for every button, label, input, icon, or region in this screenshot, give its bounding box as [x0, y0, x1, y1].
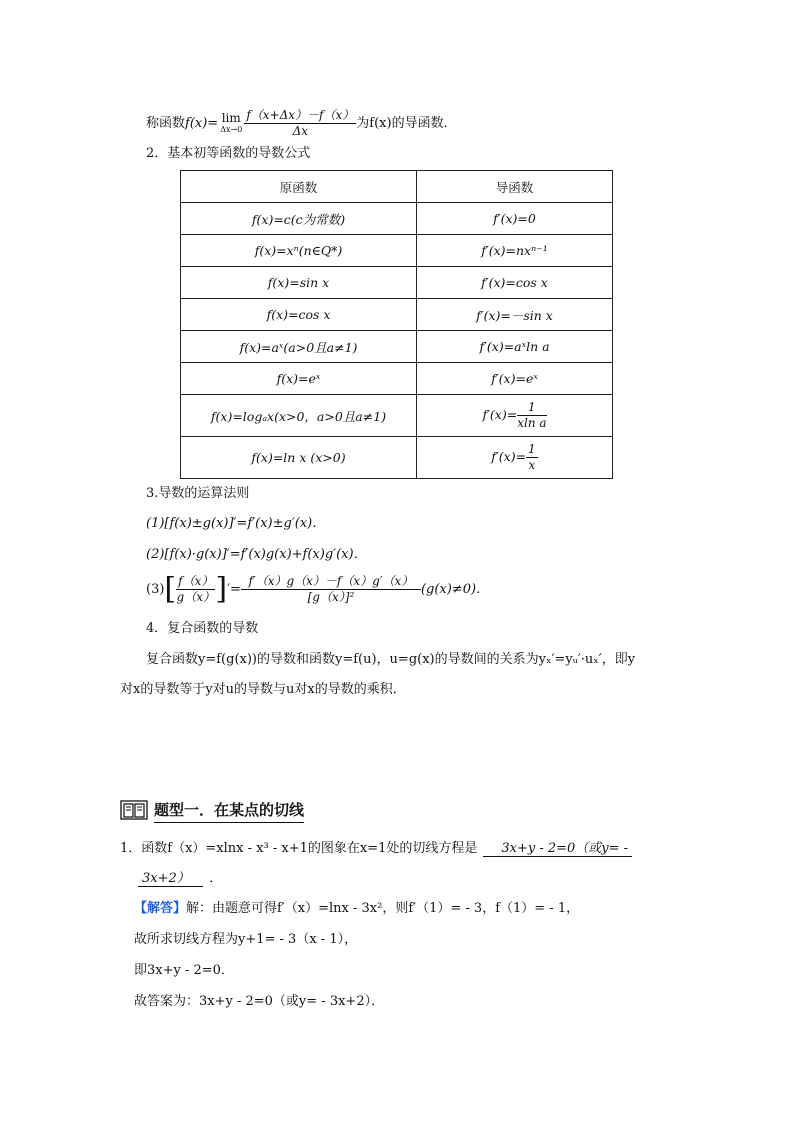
deriv-fraction	[526, 442, 538, 473]
table-row	[181, 331, 613, 363]
section-4-title: 4．复合函数的导数	[146, 621, 259, 636]
orig-cell: f(x)=c(c为常数)	[181, 203, 417, 235]
deriv-cell: f′(x)=0	[417, 203, 613, 235]
problem-end: ．	[209, 871, 223, 886]
inner-denominator: g（x）	[176, 590, 215, 604]
deriv-cell: f′(x)=aˣln a	[417, 331, 613, 363]
intro-suffix: 为f(x)的导函数．	[356, 116, 457, 131]
fraction-numerator: 1	[528, 442, 536, 456]
left-bracket: [	[164, 571, 177, 607]
deriv-fraction	[517, 400, 546, 431]
solution-line-1	[134, 900, 579, 918]
table-row	[181, 267, 613, 299]
table-row	[181, 437, 613, 479]
table-row	[181, 395, 613, 437]
limit-symbol	[220, 112, 242, 136]
deriv-cell	[417, 395, 613, 437]
answer-blank-line2: 3x+2）	[138, 871, 203, 887]
table-row	[181, 235, 613, 267]
deriv-prefix: f′(x)=	[491, 449, 527, 464]
deriv-cell: f′(x)=cos x	[417, 267, 613, 299]
composite-paragraph-line2: 对x的导数等于y对u的导数与u对x的导数的乘积．	[120, 682, 406, 697]
fraction-numerator: 1	[517, 400, 546, 416]
orig-cell: f(x)=ln x (x>0)	[181, 437, 417, 479]
right-bracket: ]	[215, 571, 228, 607]
derivative-formula-table	[180, 170, 613, 479]
fraction-denominator: x	[528, 458, 536, 472]
deriv-cell: f′(x)=eˣ	[417, 363, 613, 395]
composite-paragraph-line1: 复合函数y=f(g(x))的导数和函数y=f(u)，u=g(x)的导数间的关系为yₓ′=yᵤ′·uₓ′，即y	[146, 652, 636, 667]
quotient-fraction	[241, 574, 421, 605]
table-row	[181, 299, 613, 331]
problem-stem-text: 1．函数f（x）=xlnx - x³ - x+1的图象在x=1处的切线方程是	[120, 841, 478, 856]
derivative-definition	[146, 108, 457, 139]
fraction-denominator: xln a	[517, 416, 547, 430]
orig-cell: f(x)=xⁿ(n∈Q*)	[181, 235, 417, 267]
inner-fraction	[176, 574, 215, 605]
rule-product: (2)[f(x)·g(x)]′=f′(x)g(x)+f(x)g′(x)．	[146, 547, 367, 562]
deriv-prefix: f′(x)=	[482, 407, 518, 422]
answer-blank-line1: 3x+y - 2=0（或y= -	[483, 841, 632, 857]
section-3-title: 3.导数的运算法则	[146, 486, 250, 501]
intro-fx: f(x)=	[185, 116, 219, 131]
orig-cell: f(x)=logₐx(x>0，a>0且a≠1)	[181, 395, 417, 437]
topic-title: 题型一．在某点的切线	[154, 799, 304, 823]
intro-prefix: 称函数	[146, 116, 186, 131]
difference-quotient	[244, 108, 356, 139]
rule3-prime: ′=	[227, 582, 241, 597]
rule-quotient	[146, 571, 490, 607]
book-icon	[120, 799, 148, 821]
quotient-numerator: f（x+Δx）－f（x）	[244, 108, 356, 124]
table-header-row	[181, 171, 613, 203]
table-row	[181, 203, 613, 235]
lim-text: lim	[221, 110, 241, 125]
solution-text-1: 解：由题意可得f′（x）=lnx - 3x²，则f′（1）= - 3，f（1）= - 1，	[186, 901, 580, 916]
section-2-title: 2．基本初等函数的导数公式	[146, 146, 311, 161]
orig-cell: f(x)=sin x	[181, 267, 417, 299]
deriv-cell: f′(x)=－sin x	[417, 299, 613, 331]
problem-1-answer-cont	[138, 870, 222, 888]
rule3-suffix: (g(x)≠0)．	[420, 582, 490, 597]
orig-cell: f(x)=cos x	[181, 299, 417, 331]
rule-sum: (1)[f(x)±g(x)]′=f′(x)±g′(x)．	[146, 516, 326, 531]
problem-1-stem	[120, 840, 632, 858]
rule3-prefix: (3)	[146, 582, 165, 597]
quotient-rule-numerator: f′（x）g（x）－f（x）g′（x）	[241, 574, 421, 590]
deriv-cell	[417, 437, 613, 479]
solution-line-4: 故答案为：3x+y - 2=0（或y= - 3x+2）．	[134, 994, 385, 1009]
quotient-denominator: Δx	[292, 124, 309, 138]
orig-cell: f(x)=eˣ	[181, 363, 417, 395]
header-derivative: 导函数	[417, 171, 613, 203]
table-row	[181, 363, 613, 395]
solution-tag: 【解答】	[134, 901, 187, 916]
solution-line-2: 故所求切线方程为y+1= - 3（x - 1），	[134, 932, 358, 947]
solution-line-3: 即3x+y - 2=0．	[134, 963, 234, 978]
quotient-rule-denominator: [g（x）]²	[307, 590, 355, 604]
inner-numerator: f（x）	[178, 574, 214, 588]
orig-cell: f(x)=aˣ(a>0且a≠1)	[181, 331, 417, 363]
lim-subscript: Δx→0	[220, 124, 243, 134]
header-original: 原函数	[181, 171, 417, 203]
deriv-cell: f′(x)=nxⁿ⁻¹	[417, 235, 613, 267]
